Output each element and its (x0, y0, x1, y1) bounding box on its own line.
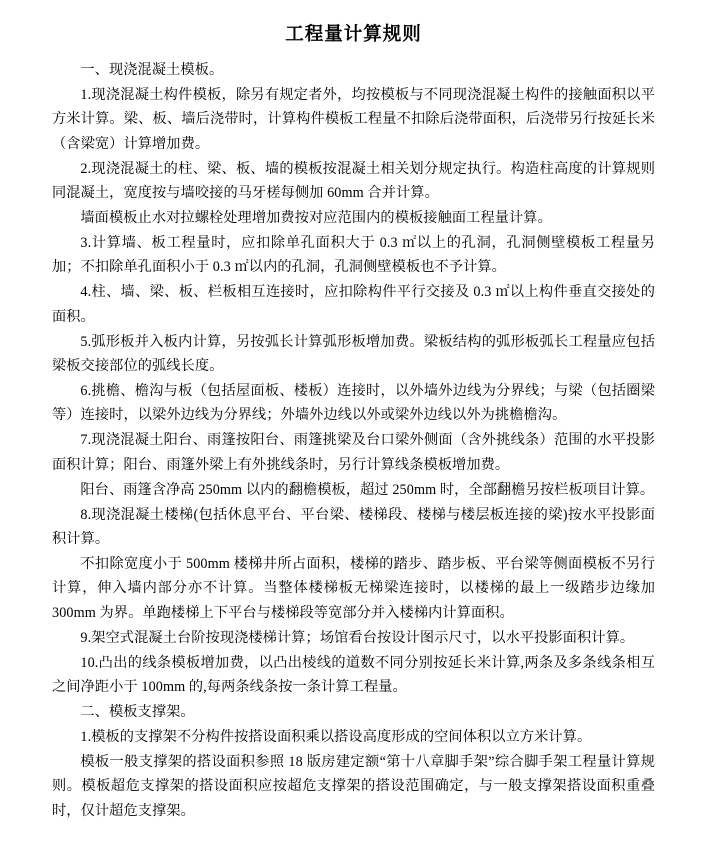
paragraph: 墙面模板止水对拉螺栓处理增加费按对应范围内的模板接触面工程量计算。 (80, 210, 552, 227)
paragraph: 一、现浇混凝土模板。 (80, 62, 224, 78)
paragraph: 模板一般支撑架的搭设面积参照 18 版房建定额“第十八章脚手架”综合脚手架工程量计算规则。模板超危支撑架的搭设面积应按超危支撑架的搭设范围确定，与一般支撑架搭设面积重叠时，仅计超危支撑架。 (52, 753, 655, 819)
paragraph: 9.架空式混凝土台阶按现浇楼梯计算；场馆看台按设计图示尺寸，以水平投影面积计算。 (80, 629, 635, 646)
paragraph: 1.现浇混凝土构件模板，除另有规定者外，均按模板与不同现浇混凝土构件的接触面积以平方米计算。梁、板、墙后浇带时，计算构件模板工程量不扣除后浇带面积，后浇带另行按延长米（含梁宽）计算增加费。 (52, 86, 655, 152)
paragraph: 5.弧形板并入板内计算，另按弧长计算弧形板增加费。梁板结构的弧形板弧长工程量应包括梁板交接部位的弧线长度。 (52, 333, 655, 375)
paragraph: 1.模板的支撑架不分构件按搭设面积乘以搭设高度形成的空间体积以立方米计算。 (80, 728, 592, 745)
paragraph: 4.柱、墙、梁、板、栏板相互连接时，应扣除构件平行交接及 0.3 ㎡以上构件垂直交接处的面积。 (52, 284, 655, 325)
paragraph: 8.现浇混凝土楼梯(包括休息平台、平台梁、楼梯段、楼梯与楼层板连接的梁)按水平投影面积计算。 (52, 506, 655, 548)
paragraph: 6.挑檐、檐沟与板（包括屋面板、楼板）连接时，以外墙外边线为分界线；与梁（包括圈梁等）连接时，以梁外边线为分界线；外墙外边线以外或梁外边线以外为挑檐檐沟。 (52, 382, 655, 424)
paragraph: 7.现浇混凝土阳台、雨篷按阳台、雨篷挑梁及台口梁外侧面（含外挑线条）范围的水平投影面积计算；阳台、雨篷外梁上有外挑线条时，另行计算线条模板增加费。 (52, 432, 655, 473)
paragraph: 不扣除宽度小于 500mm 楼梯井所占面积，楼梯的踏步、踏步板、平台梁等侧面模板不另行计算，伸入墙内部分亦不计算。当整体楼梯板无梯梁连接时，以楼梯的最上一级踏步边缘加 300mm 为界。单跑楼梯上下平台与楼梯段等宽部分并入楼梯内计算面积。 (52, 555, 655, 621)
paragraph: 10.凸出的线条模板增加费，以凸出棱线的道数不同分别按延长米计算,两条及多条线条相互之间净距小于 100mm 的,每两条线条按一条计算工程量。 (52, 654, 655, 696)
paragraph: 二、模板支撑架。 (80, 703, 195, 720)
page-title: 工程量计算规则 (285, 23, 422, 44)
paragraph: 阳台、雨篷含净高 250mm 以内的翻檐模板，超过 250mm 时，全部翻檐另按栏板项目计算。 (80, 481, 655, 498)
paragraph: 3.计算墙、板工程量时，应扣除单孔面积大于 0.3 ㎡以上的孔洞，孔洞侧壁模板工程量另加；不扣除单孔面积小于 0.3 ㎡以内的孔洞，孔洞侧壁模板也不予计算。 (52, 234, 655, 276)
paragraph: 2.现浇混凝土的柱、梁、板、墙的模板按混凝土相关划分规定执行。构造柱高度的计算规则同混凝土，宽度按与墙咬接的马牙槎每侧加 60mm 合并计算。 (52, 160, 655, 202)
